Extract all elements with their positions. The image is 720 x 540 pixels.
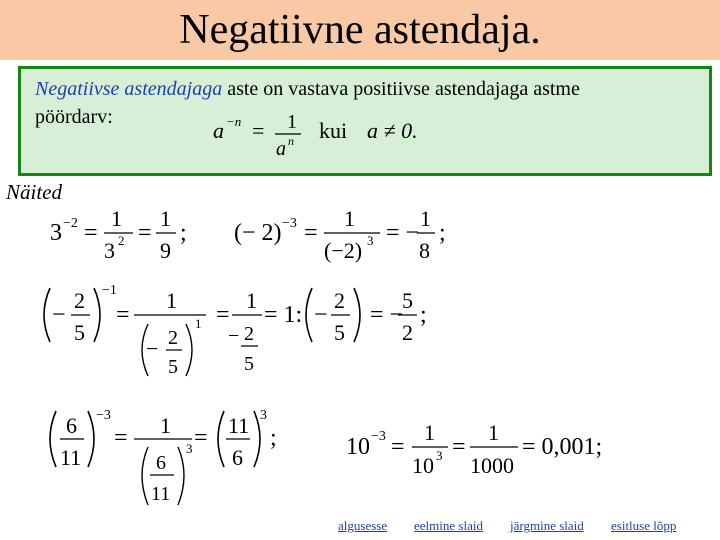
ex3-colon: = 1: [264,302,303,328]
ex3-rhs1-den-den: 5 [244,353,254,375]
ex3-one: 1 [166,288,177,313]
ex5-den-base: 10 [412,453,434,478]
definition-line1 [35,77,580,101]
ex1-num1: 1 [111,206,122,231]
ex3-res-rparen [354,288,360,342]
ex5-base: 10 [346,434,370,460]
ex3-rparen [94,288,100,342]
ex2-equals-1: = [304,220,318,246]
ex2-end: ; [439,220,446,246]
ex3-frac-den: 5 [74,320,85,345]
formula-numerator: 1 [287,111,297,133]
ex3-equals-2: = [216,302,230,328]
ex3-res-minus: − [314,302,328,328]
ex3-res-lparen [306,288,312,342]
ex4-res-lparen [218,411,224,467]
example-3 [36,280,436,380]
example-4 [44,405,294,515]
definition-term: Negatiivse astendajaga [35,78,223,100]
ex3-rhs1-num: 1 [246,288,257,313]
ex2-exp: −3 [282,216,297,231]
example-5 [346,420,616,484]
ex4-exp: −3 [96,408,111,423]
example-2 [232,200,472,270]
ex1-den-base: 3 [104,238,115,263]
ex4-inner-num: 6 [156,452,166,474]
ex3-rhs1-den-num: 2 [244,323,254,345]
formula-lhs-base: a [213,118,224,143]
ex3-res-frac-den: 5 [334,320,345,345]
ex1-equals-1: = [84,220,98,246]
ex3-equals-1: = [116,302,130,328]
ex5-result: = 0,001; [522,434,603,460]
ex1-den-exp: 2 [118,233,125,248]
ex3-end: ; [420,302,427,328]
formula-lhs-exp: −n [226,114,242,129]
ex1-equals-2: = [138,220,152,246]
example-1 [44,200,204,270]
ex1-exp: −2 [63,216,78,231]
ex4-one: 1 [160,413,171,438]
ex3-rhs1-minus: − [228,325,240,347]
ex3-frac-num: 2 [74,288,85,313]
ex5-num2: 1 [488,420,499,445]
ex2-num1: 1 [344,206,355,231]
ex4-inner-den: 11 [151,483,171,505]
formula-condition: a ≠ 0. [367,118,418,143]
ex4-lparen [50,411,56,467]
ex3-lparen [44,288,50,342]
ex4-end: ; [270,425,277,451]
ex5-den2: 1000 [470,453,514,478]
ex4-frac-den: 11 [60,445,82,470]
formula-kui: kui [319,118,348,143]
ex3-inner-rparen [186,324,192,376]
definition-line2: pöördarv: [35,106,113,128]
ex2-num2: 1 [420,206,431,231]
ex1-den2: 9 [160,238,171,263]
definition-box [18,66,712,176]
formula-equals: = [252,118,265,143]
nav-prev-link[interactable]: eelmine slaid [414,518,483,533]
formula-denominator-exp: n [288,134,294,148]
definition-text: aste on vastava positiivse astendajaga astme [222,78,580,100]
ex3-inner-num: 2 [168,327,178,349]
ex1-num2: 1 [160,206,171,231]
ex2-den-exp: 3 [367,233,374,248]
ex4-res-num: 11 [228,413,250,438]
ex4-inner-lparen [142,447,148,505]
ex3-final-den: 2 [402,320,413,345]
ex2-den2: 8 [419,238,430,263]
ex3-res-frac-num: 2 [334,288,345,313]
ex2-sign: = − [386,220,420,246]
ex3-minus: − [52,302,66,328]
ex1-base: 3 [50,220,62,246]
ex4-res-den: 6 [232,445,243,470]
ex3-final-num: 5 [402,288,413,313]
ex4-res-exp: 3 [260,408,267,423]
slide-title: Negatiivne astendaja. [179,7,541,53]
nav-start-link[interactable]: algusesse [338,518,388,533]
ex4-equals-1: = [114,425,128,451]
ex2-den-base: (−2) [324,238,363,263]
formula-denominator-base: a [276,138,286,160]
nav-next-link[interactable]: järgmine slaid [510,518,584,533]
ex5-exp: −3 [371,429,386,444]
ex5-equals-1: = [391,434,405,460]
ex4-inner-rparen [178,447,184,505]
ex4-inner-exp: 3 [186,441,193,456]
ex3-inner-den: 5 [168,356,178,378]
examples-label: Näited [6,180,62,204]
ex3-res-equals: = − [370,302,404,328]
ex3-inner-minus: − [146,336,159,361]
ex4-frac-num: 6 [66,413,77,438]
ex5-equals-2: = [452,434,466,460]
ex2-base: (− 2) [234,220,282,246]
definition-formula [197,105,437,165]
ex3-inner-exp: 1 [195,316,202,331]
ex5-num1: 1 [424,420,435,445]
ex3-exp: −1 [102,283,117,298]
ex4-equals-2: = [194,425,208,451]
ex4-rparen [88,411,94,467]
ex1-end: ; [180,220,187,246]
nav-end-link[interactable]: esitluse lõpp [611,518,677,533]
ex5-den-exp: 3 [436,448,443,463]
